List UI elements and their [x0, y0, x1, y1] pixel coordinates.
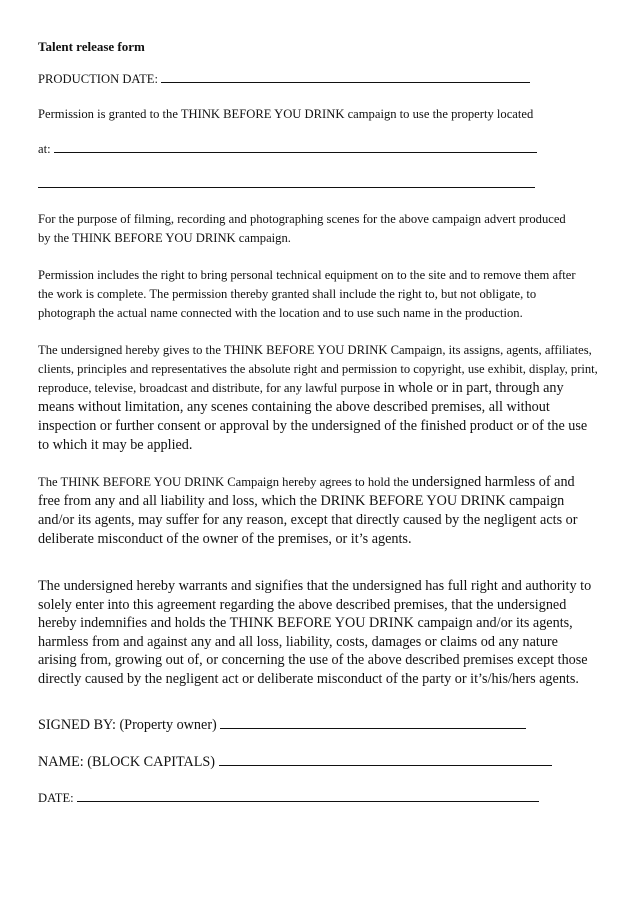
date-label: DATE: [38, 791, 74, 805]
grant-text-small: The undersigned hereby gives to the THINK BEFORE YOU DRINK Campaign, its assigns, agents, affiliates, clients, principles and representatives the absolute right and permission to copyright, use exhibit, display, print, reproduce, televise, broadcast and distribute, for any lawful purpose [38, 343, 598, 395]
grant-paragraph [38, 341, 600, 455]
permission-text: Permission is granted to the THINK BEFORE YOU DRINK campaign to use the property located [38, 107, 534, 121]
form-title: Talent release form [38, 39, 145, 54]
harmless-text-small: The THINK BEFORE YOU DRINK Campaign hereby agrees to hold the [38, 475, 409, 489]
name-label: NAME: (BLOCK CAPITALS) [38, 753, 215, 770]
signed-by-label: SIGNED BY: (Property owner) [38, 717, 217, 733]
name-row [38, 753, 604, 772]
warrant-paragraph: The undersigned hereby warrants and signifies that the undersigned has full right and authority to solely enter into this agreement regarding the above described premises, that the undersigned hereby indemnifies and holds the THINK BEFORE YOU DRINK campaign and/or its agents, harmless from and against any and all loss, liability, costs, damages or claims od any nature arising from, growing out of, or concerning the use of the above described premises except those directly caused by the negligent act or deliberate misconduct of the party or it’s/his/hers agents. [38, 578, 592, 687]
purpose-paragraph: For the purpose of filming, recording and photographing scenes for the above campaign advert produced by the THINK BEFORE YOU DRINK campaign. [38, 212, 566, 245]
equipment-paragraph: Permission includes the right to bring personal technical equipment on to the site and to remove them after the work is complete. The permission thereby granted shall include the right to, but not obligate, to photograph the actual name connected with the location and to use such name in the production. [38, 268, 576, 320]
date-row [38, 789, 604, 808]
location-at-label: at: [38, 142, 51, 156]
date-field[interactable] [77, 790, 539, 802]
name-field[interactable] [219, 754, 552, 766]
location-row-1 [38, 140, 604, 159]
harmless-text-large: undersigned harmless of and free from any and all liability and loss, which the DRINK BEFORE YOU DRINK campaign and/or its agents, may suffer for any reason, except that directly caused by the negligent acts or deliberate misconduct of the owner of the premises, or it’s agents. [38, 474, 578, 547]
production-date-field[interactable] [161, 71, 530, 83]
location-row-2 [38, 175, 604, 194]
signed-by-row [38, 716, 604, 735]
signed-by-field[interactable] [220, 717, 526, 729]
location-field-2[interactable] [38, 176, 535, 188]
grant-text-large: in whole or in part, through any means without limitation, any scenes containing the above described premises, all without inspection or further consent or approval by the undersigned of the finished product or of the use to which it may be applied. [38, 380, 588, 453]
location-field-1[interactable] [54, 141, 537, 153]
production-date-row [38, 70, 604, 89]
harmless-paragraph [38, 473, 600, 549]
production-date-label: PRODUCTION DATE: [38, 72, 158, 86]
release-form-page [38, 38, 604, 808]
